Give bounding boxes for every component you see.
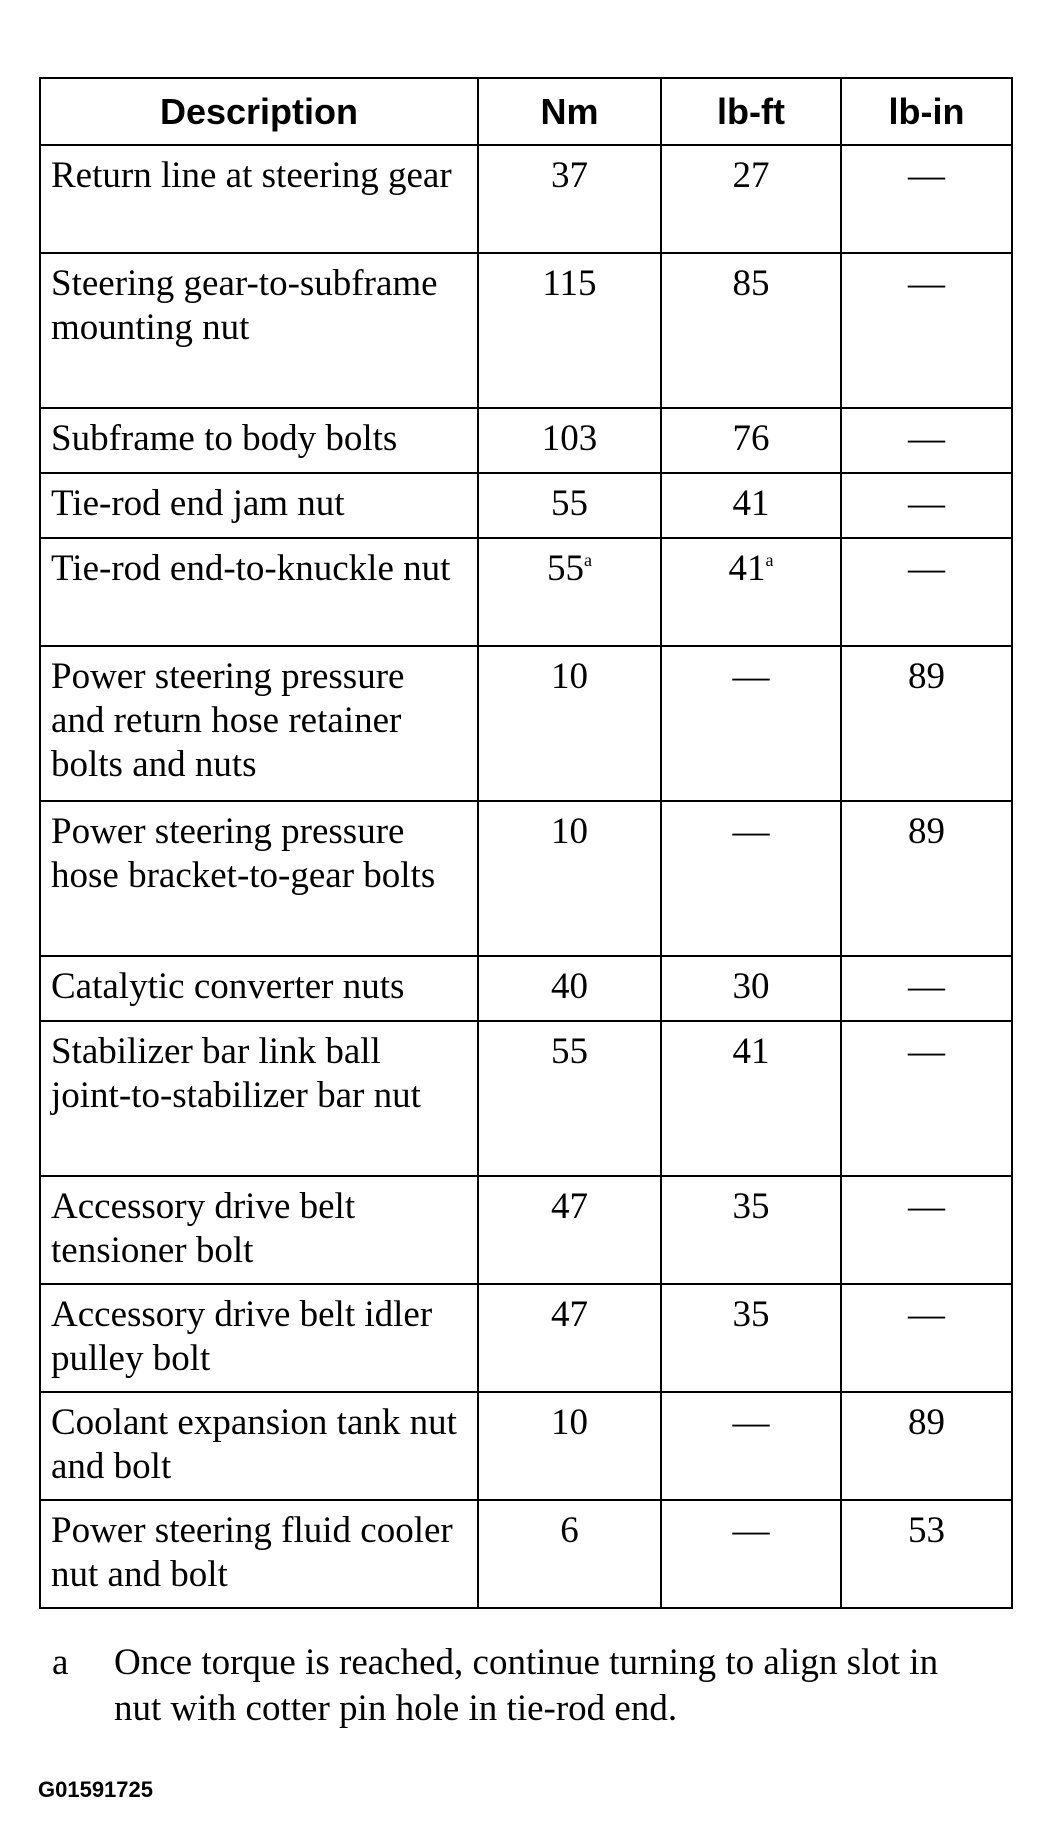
cell-nm-value: 55 bbox=[551, 1031, 588, 1072]
table-row bbox=[40, 473, 1012, 538]
cell-lb-ft-value: 30 bbox=[732, 966, 770, 1007]
cell-nm bbox=[478, 145, 661, 253]
table-row bbox=[40, 956, 1012, 1021]
cell-description: Steering gear-to-subframe mounting nut bbox=[40, 253, 478, 408]
cell-nm-value: 10 bbox=[551, 1402, 588, 1443]
cell-lb-ft-value: 41 bbox=[732, 1031, 770, 1072]
cell-lb-ft bbox=[661, 145, 841, 253]
cell-lb-ft-value: 27 bbox=[732, 155, 770, 196]
cell-nm bbox=[478, 1176, 661, 1284]
footnote-text: Once torque is reached, continue turning to align slot in nut with cotter pin hole in tie-rod end. bbox=[114, 1642, 939, 1729]
cell-lb-ft bbox=[661, 253, 841, 408]
footnote-mark: a bbox=[52, 1642, 69, 1683]
header-lb-in: lb-in bbox=[841, 78, 1012, 145]
cell-lb-ft-value: — bbox=[732, 811, 770, 852]
cell-nm-value: 10 bbox=[551, 811, 588, 852]
cell-description: Coolant expansion tank nut and bolt bbox=[40, 1392, 478, 1500]
cell-lb-in: — bbox=[841, 473, 1012, 538]
cell-nm-value: 10 bbox=[551, 656, 588, 697]
cell-nm bbox=[478, 538, 661, 646]
cell-description: Tie-rod end jam nut bbox=[40, 473, 478, 538]
cell-description: Stabilizer bar link ball joint-to-stabilizer bar nut bbox=[40, 1021, 478, 1176]
cell-lb-in: 53 bbox=[841, 1500, 1012, 1608]
table-header bbox=[40, 78, 1012, 145]
cell-description: Return line at steering gear bbox=[40, 145, 478, 253]
header-lb-ft: lb-ft bbox=[661, 78, 841, 145]
cell-nm-value: 37 bbox=[551, 155, 588, 196]
cell-lb-in: 89 bbox=[841, 801, 1012, 956]
cell-lb-in: — bbox=[841, 1021, 1012, 1176]
cell-lb-ft bbox=[661, 1176, 841, 1284]
table-row bbox=[40, 408, 1012, 473]
cell-lb-ft bbox=[661, 1284, 841, 1392]
cell-lb-ft-value: 85 bbox=[732, 263, 770, 304]
cell-nm-value: 55 bbox=[551, 483, 588, 524]
cell-nm bbox=[478, 956, 661, 1021]
cell-description: Accessory drive belt tensioner bolt bbox=[40, 1176, 478, 1284]
table-row bbox=[40, 253, 1012, 408]
cell-lb-in: 89 bbox=[841, 646, 1012, 801]
cell-description: Catalytic converter nuts bbox=[40, 956, 478, 1021]
cell-lb-ft bbox=[661, 1021, 841, 1176]
cell-nm-value: 40 bbox=[551, 966, 588, 1007]
cell-lb-in: — bbox=[841, 956, 1012, 1021]
cell-description: Power steering pressure and return hose retainer bolts and nuts bbox=[40, 646, 478, 801]
header-row bbox=[40, 78, 1012, 145]
cell-lb-ft bbox=[661, 1500, 841, 1608]
figure-id: G01591725 bbox=[38, 1777, 153, 1802]
cell-nm-value: 47 bbox=[551, 1186, 588, 1227]
cell-lb-ft-value: — bbox=[732, 1510, 770, 1551]
table-row bbox=[40, 145, 1012, 253]
cell-nm bbox=[478, 1021, 661, 1176]
cell-lb-ft-value: — bbox=[732, 656, 770, 697]
header-description: Description bbox=[40, 78, 478, 145]
cell-lb-ft bbox=[661, 801, 841, 956]
cell-nm-value: 103 bbox=[541, 418, 598, 459]
cell-lb-ft-value: 35 bbox=[732, 1186, 770, 1227]
cell-lb-in: — bbox=[841, 408, 1012, 473]
table-row bbox=[40, 1021, 1012, 1176]
cell-description: Subframe to body bolts bbox=[40, 408, 478, 473]
cell-lb-in: 89 bbox=[841, 1392, 1012, 1500]
cell-lb-ft-value: 35 bbox=[732, 1294, 770, 1335]
cell-nm bbox=[478, 408, 661, 473]
cell-lb-ft bbox=[661, 646, 841, 801]
cell-lb-in: — bbox=[841, 253, 1012, 408]
cell-lb-in: — bbox=[841, 1176, 1012, 1284]
cell-nm-value: 115 bbox=[542, 263, 597, 304]
torque-specification-table bbox=[39, 77, 1013, 1609]
table-row bbox=[40, 1176, 1012, 1284]
table-row bbox=[40, 1500, 1012, 1608]
cell-nm bbox=[478, 1392, 661, 1500]
cell-nm-value: 6 bbox=[560, 1510, 579, 1551]
cell-nm bbox=[478, 801, 661, 956]
cell-nm-value: 55 bbox=[547, 548, 584, 589]
footnote bbox=[52, 1640, 972, 1732]
cell-description: Accessory drive belt idler pulley bolt bbox=[40, 1284, 478, 1392]
cell-lb-ft bbox=[661, 473, 841, 538]
cell-lb-ft-value: 76 bbox=[732, 418, 770, 459]
cell-nm bbox=[478, 253, 661, 408]
cell-lb-in: — bbox=[841, 145, 1012, 253]
cell-nm-value: 47 bbox=[551, 1294, 588, 1335]
cell-lb-in: — bbox=[841, 1284, 1012, 1392]
cell-lb-ft bbox=[661, 956, 841, 1021]
cell-lb-ft bbox=[661, 1392, 841, 1500]
footnote-reference: a bbox=[584, 550, 592, 570]
cell-nm bbox=[478, 1500, 661, 1608]
table-row bbox=[40, 1284, 1012, 1392]
table-row bbox=[40, 538, 1012, 646]
footnote-reference: a bbox=[765, 550, 774, 570]
table-row bbox=[40, 646, 1012, 801]
cell-nm bbox=[478, 473, 661, 538]
cell-description: Tie-rod end-to-knuckle nut bbox=[40, 538, 478, 646]
table-row bbox=[40, 801, 1012, 956]
cell-description: Power steering fluid cooler nut and bolt bbox=[40, 1500, 478, 1608]
cell-nm bbox=[478, 1284, 661, 1392]
cell-lb-ft-value: — bbox=[732, 1402, 770, 1443]
cell-lb-ft-value: 41 bbox=[728, 548, 766, 589]
cell-lb-in: — bbox=[841, 538, 1012, 646]
cell-lb-ft-value: 41 bbox=[732, 483, 770, 524]
table-row bbox=[40, 1392, 1012, 1500]
cell-lb-ft bbox=[661, 538, 841, 646]
table-body bbox=[40, 145, 1012, 1608]
cell-nm bbox=[478, 646, 661, 801]
header-nm: Nm bbox=[478, 78, 661, 145]
cell-description: Power steering pressure hose bracket-to-gear bolts bbox=[40, 801, 478, 956]
cell-lb-ft bbox=[661, 408, 841, 473]
